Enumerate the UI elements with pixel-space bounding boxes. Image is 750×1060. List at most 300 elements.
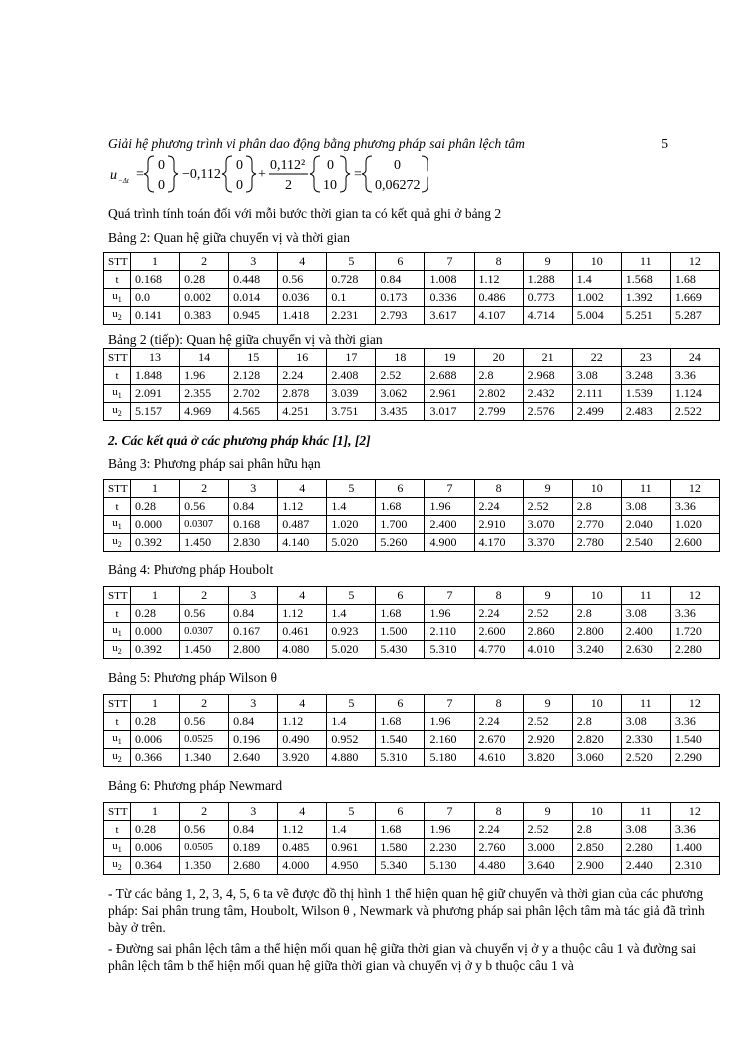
table-cell: 1.418 <box>278 307 327 325</box>
table-cell: 2.920 <box>523 731 572 749</box>
table-cell: 1.68 <box>376 498 425 516</box>
table-row <box>104 623 720 641</box>
header-cell: 5 <box>327 803 376 821</box>
table-cell: 0.461 <box>278 623 327 641</box>
table-cell: 0.392 <box>131 641 180 659</box>
table-cell: 2.310 <box>670 857 719 875</box>
table-cell: 2.793 <box>376 307 425 325</box>
table-cell: 0.000 <box>131 516 180 534</box>
table-cell: 1.12 <box>474 271 523 289</box>
table-cell: 1.568 <box>621 271 670 289</box>
header-label-cell: STT <box>104 695 131 713</box>
header-cell: 5 <box>327 253 376 271</box>
header-cell: 2 <box>180 253 229 271</box>
table-cell: 1.020 <box>327 516 376 534</box>
row-label-cell: t <box>104 821 131 839</box>
header-cell: 18 <box>376 349 425 367</box>
table-cell: 0.000 <box>131 623 180 641</box>
eq-plus: + <box>258 167 266 182</box>
table-cell: 2.355 <box>180 385 229 403</box>
table-cell: 0.28 <box>131 821 180 839</box>
header-cell: 1 <box>131 695 180 713</box>
table-cell: 2.900 <box>572 857 621 875</box>
table-cell: 0.006 <box>131 839 180 857</box>
table-cell: 3.36 <box>670 367 719 385</box>
caption-table2b: Bảng 2 (tiếp): Quan hệ giữa chuyển vị và thời gian <box>108 332 383 347</box>
table-cell: 5.287 <box>670 307 719 325</box>
eq-coef1: −0,112 <box>182 167 221 182</box>
caption-table4: Bảng 4: Phương pháp Houbolt <box>108 562 274 577</box>
row-label-subscript: 1 <box>117 629 122 639</box>
table-cell: 4.010 <box>523 641 572 659</box>
table-cell: 2.576 <box>523 403 572 421</box>
header-cell: 7 <box>425 253 474 271</box>
running-header <box>108 136 668 152</box>
row-label-subscript: 2 <box>117 313 122 323</box>
eq-v1-bottom: 0 <box>158 178 165 193</box>
table-cell: 0.0307 <box>180 516 229 534</box>
table-cell: 2.860 <box>523 623 572 641</box>
eq-frac-num: 0,112² <box>270 158 306 173</box>
table-header-row <box>104 587 720 605</box>
table-cell: 1.12 <box>278 605 327 623</box>
table-cell: 2.820 <box>572 731 621 749</box>
table-cell: 2.520 <box>621 749 670 767</box>
header-cell: 7 <box>425 587 474 605</box>
table-cell: 1.500 <box>376 623 425 641</box>
table-row <box>104 821 720 839</box>
header-label-cell: STT <box>104 803 131 821</box>
table-cell: 5.157 <box>131 403 180 421</box>
header-cell: 11 <box>621 480 670 498</box>
table-cell: 0.189 <box>229 839 278 857</box>
row-label-cell: t <box>104 498 131 516</box>
table-cell: 0.392 <box>131 534 180 552</box>
table-cell: 1.392 <box>621 289 670 307</box>
table-row <box>104 839 720 857</box>
header-cell: 4 <box>278 480 327 498</box>
row-label-cell: $u_2$ <box>104 749 131 767</box>
table-cell: 2.640 <box>229 749 278 767</box>
table-cell: 0.490 <box>278 731 327 749</box>
table-cell: 0.84 <box>229 821 278 839</box>
row-label-subscript: 2 <box>117 409 122 419</box>
eq-equals-2: = <box>354 167 362 182</box>
brace-right-2 <box>246 156 256 192</box>
header-cell: 9 <box>523 587 572 605</box>
table-header-row <box>104 803 720 821</box>
eq-v3-bottom: 10 <box>323 178 337 193</box>
header-cell: 6 <box>376 480 425 498</box>
table-cell: 1.540 <box>376 731 425 749</box>
table-cell: 0.56 <box>180 713 229 731</box>
header-title: Giải hệ phương trình vi phân dao động bằng phương pháp sai phân lệch tâm <box>108 136 525 151</box>
table-cell: 2.040 <box>621 516 670 534</box>
table-cell: 2.24 <box>278 367 327 385</box>
table-cell: 0.84 <box>229 498 278 516</box>
table-cell: 3.08 <box>621 821 670 839</box>
caption-table2: Bảng 2: Quan hệ giữa chuyển vị và thời gian <box>108 230 351 245</box>
table-cell: 0.141 <box>131 307 180 325</box>
table-cell: 3.240 <box>572 641 621 659</box>
table-cell: 0.56 <box>180 605 229 623</box>
header-cell: 8 <box>474 587 523 605</box>
header-cell: 12 <box>670 253 719 271</box>
eq-v2-top: 0 <box>236 158 243 173</box>
table-row <box>104 605 720 623</box>
table-cell: 4.251 <box>278 403 327 421</box>
table-cell: 0.036 <box>278 289 327 307</box>
header-cell: 12 <box>670 695 719 713</box>
table-cell: 1.002 <box>572 289 621 307</box>
header-cell: 13 <box>131 349 180 367</box>
header-cell: 19 <box>425 349 474 367</box>
table-cell: 2.8 <box>474 367 523 385</box>
header-cell: 10 <box>572 587 621 605</box>
caption-table3: Bảng 3: Phương pháp sai phân hữu hạn <box>108 456 321 471</box>
header-cell: 11 <box>621 253 670 271</box>
table-cell: 5.020 <box>327 641 376 659</box>
header-cell: 10 <box>572 695 621 713</box>
eq-lhs-sub: −Δt <box>118 177 129 185</box>
header-cell: 24 <box>670 349 719 367</box>
table-cell: 4.080 <box>278 641 327 659</box>
header-cell: 8 <box>474 803 523 821</box>
table-cell: 5.130 <box>425 857 474 875</box>
table-cell: 1.400 <box>670 839 719 857</box>
table-cell: 1.12 <box>278 713 327 731</box>
table-row <box>104 367 720 385</box>
row-label-subscript: 1 <box>117 737 122 747</box>
row-label-cell: $u_2$ <box>104 857 131 875</box>
table-cell: 2.499 <box>572 403 621 421</box>
table-cell: 4.480 <box>474 857 523 875</box>
table-cell: 0.728 <box>327 271 376 289</box>
table-cell: 0.84 <box>229 713 278 731</box>
table-cell: 2.280 <box>621 839 670 857</box>
table-cell: 0.364 <box>131 857 180 875</box>
table-cell: 0.28 <box>131 498 180 516</box>
table-cell: 4.170 <box>474 534 523 552</box>
row-label-subscript: 1 <box>117 391 122 401</box>
table-cell: 3.062 <box>376 385 425 403</box>
table-cell: 5.180 <box>425 749 474 767</box>
table-cell: 3.435 <box>376 403 425 421</box>
table-cell: 3.000 <box>523 839 572 857</box>
header-label-cell: STT <box>104 480 131 498</box>
table-cell: 0.0505 <box>180 839 229 857</box>
table-cell: 1.539 <box>621 385 670 403</box>
table-cell: 1.450 <box>180 641 229 659</box>
row-label-cell: t <box>104 713 131 731</box>
table-cell: 5.020 <box>327 534 376 552</box>
table-cell: 1.68 <box>376 821 425 839</box>
table-cell: 0.0307 <box>180 623 229 641</box>
table-cell: 2.522 <box>670 403 719 421</box>
table-cell: 2.830 <box>229 534 278 552</box>
header-cell: 1 <box>131 803 180 821</box>
header-cell: 4 <box>278 587 327 605</box>
table-cell: 3.08 <box>572 367 621 385</box>
table-row <box>104 731 720 749</box>
header-cell: 11 <box>621 803 670 821</box>
table-cell: 2.910 <box>474 516 523 534</box>
table-cell: 2.280 <box>670 641 719 659</box>
table-cell: 1.68 <box>376 713 425 731</box>
table-cell: 3.820 <box>523 749 572 767</box>
table-cell: 5.310 <box>376 749 425 767</box>
table-cell: 1.020 <box>670 516 719 534</box>
table-cell: 0.366 <box>131 749 180 767</box>
table-cell: 2.968 <box>523 367 572 385</box>
table-row <box>104 271 720 289</box>
table-cell: 2.440 <box>621 857 670 875</box>
table-cell: 0.84 <box>229 605 278 623</box>
table-cell: 0.168 <box>131 271 180 289</box>
table-3 <box>103 479 720 552</box>
table-cell: 3.060 <box>572 749 621 767</box>
header-cell: 3 <box>229 803 278 821</box>
table-cell: 1.96 <box>180 367 229 385</box>
table-cell: 4.107 <box>474 307 523 325</box>
brace-right-1 <box>168 156 178 192</box>
header-cell: 9 <box>523 695 572 713</box>
header-cell: 7 <box>425 480 474 498</box>
eq-v3-top: 0 <box>327 158 334 173</box>
table-cell: 2.24 <box>474 713 523 731</box>
table-cell: 2.8 <box>572 498 621 516</box>
table-cell: 2.802 <box>474 385 523 403</box>
table-cell: 2.630 <box>621 641 670 659</box>
table-cell: 2.24 <box>474 498 523 516</box>
table-cell: 0.28 <box>131 605 180 623</box>
brace-right-3 <box>340 156 350 192</box>
table-cell: 2.128 <box>229 367 278 385</box>
table-cell: 2.770 <box>572 516 621 534</box>
table-cell: 3.070 <box>523 516 572 534</box>
table-row <box>104 498 720 516</box>
table-cell: 5.340 <box>376 857 425 875</box>
table-cell: 0.961 <box>327 839 376 857</box>
table-cell: 2.850 <box>572 839 621 857</box>
header-cell: 1 <box>131 253 180 271</box>
table-cell: 0.173 <box>376 289 425 307</box>
header-cell: 2 <box>180 587 229 605</box>
table-6 <box>103 802 720 875</box>
table-cell: 1.4 <box>327 713 376 731</box>
row-label-cell: $u_2$ <box>104 534 131 552</box>
row-label-cell: $u_1$ <box>104 731 131 749</box>
table-4 <box>103 586 720 659</box>
section-heading: 2. Các kết quả ở các phương pháp khác [1], [2] <box>108 433 371 448</box>
header-cell: 12 <box>670 480 719 498</box>
row-label-cell: $u_1$ <box>104 385 131 403</box>
table-cell: 0.923 <box>327 623 376 641</box>
header-cell: 3 <box>229 587 278 605</box>
table-cell: 2.688 <box>425 367 474 385</box>
row-label-subscript: 2 <box>117 647 122 657</box>
header-cell: 6 <box>376 803 425 821</box>
table-cell: 1.4 <box>327 605 376 623</box>
table-cell: 5.310 <box>425 641 474 659</box>
paragraph-1: - Từ các bảng 1, 2, 3, 4, 5, 6 ta vẽ được đồ thị hình 1 thể hiện quan hệ giữ chuyển và thời gian của các phương pháp: Sai phân trung tâm, Houbolt, Wilson θ , Newmark và phương pháp sai phân lệch tâm mà tác giả đã trình bày ở trên. <box>108 886 705 935</box>
table-cell: 2.290 <box>670 749 719 767</box>
row-label-cell: t <box>104 605 131 623</box>
table-cell: 5.430 <box>376 641 425 659</box>
brace-left-4 <box>362 156 372 192</box>
eq-res-bottom: 0,06272 <box>375 178 421 193</box>
table-cell: 3.36 <box>670 498 719 516</box>
header-cell: 12 <box>670 803 719 821</box>
row-label-subscript: 1 <box>117 522 122 532</box>
header-cell: 2 <box>180 803 229 821</box>
header-cell: 22 <box>572 349 621 367</box>
table-cell: 1.848 <box>131 367 180 385</box>
table-cell: 1.700 <box>376 516 425 534</box>
table-cell: 0.448 <box>229 271 278 289</box>
table-cell: 2.680 <box>229 857 278 875</box>
table-cell: 1.720 <box>670 623 719 641</box>
header-cell: 20 <box>474 349 523 367</box>
header-cell: 21 <box>523 349 572 367</box>
header-cell: 5 <box>327 480 376 498</box>
table-cell: 2.780 <box>572 534 621 552</box>
row-label-cell: $u_1$ <box>104 623 131 641</box>
header-cell: 6 <box>376 587 425 605</box>
table-cell: 0.56 <box>180 498 229 516</box>
header-cell: 7 <box>425 695 474 713</box>
table-cell: 3.920 <box>278 749 327 767</box>
table-header-row <box>104 695 720 713</box>
table-row <box>104 307 720 325</box>
paragraph-2: - Đường sai phân lệch tâm a thể hiện mối quan hệ giữa thời gian và chuyển vị ở y a thuộc câu 1 và đường sai phân lệch tâm b thể hiện mối quan hệ giữa thời gian và chuyển vị ở y b thuộc câu 1 và <box>108 941 697 973</box>
table-cell: 2.330 <box>621 731 670 749</box>
table-cell: 2.799 <box>474 403 523 421</box>
header-label-cell: STT <box>104 587 131 605</box>
table-cell: 3.640 <box>523 857 572 875</box>
table-cell: 0.485 <box>278 839 327 857</box>
eq-v1-top: 0 <box>158 158 165 173</box>
caption-table5: Bảng 5: Phương pháp Wilson θ <box>108 670 278 685</box>
table-cell: 2.52 <box>523 821 572 839</box>
table-cell: 2.961 <box>425 385 474 403</box>
table-cell: 2.800 <box>229 641 278 659</box>
eq-lhs: u <box>110 168 117 183</box>
table-cell: 2.400 <box>621 623 670 641</box>
table-row <box>104 857 720 875</box>
table-cell: 1.96 <box>425 821 474 839</box>
table-cell: 0.487 <box>278 516 327 534</box>
table-cell: 3.36 <box>670 713 719 731</box>
table-cell: 5.251 <box>621 307 670 325</box>
table-cell: 2.091 <box>131 385 180 403</box>
header-cell: 6 <box>376 695 425 713</box>
table-cell: 0.0 <box>131 289 180 307</box>
table-row <box>104 516 720 534</box>
table-cell: 2.760 <box>474 839 523 857</box>
header-cell: 5 <box>327 587 376 605</box>
table-cell: 2.600 <box>670 534 719 552</box>
table-cell: 0.945 <box>229 307 278 325</box>
table-cell: 3.039 <box>327 385 376 403</box>
table-cell: 3.08 <box>621 498 670 516</box>
table-cell: 2.8 <box>572 605 621 623</box>
header-label-cell: STT <box>104 349 131 367</box>
table-cell: 1.68 <box>376 605 425 623</box>
header-cell: 1 <box>131 480 180 498</box>
header-cell: 4 <box>278 695 327 713</box>
header-cell: 8 <box>474 253 523 271</box>
row-label-subscript: 1 <box>117 845 122 855</box>
brace-right-4 <box>422 156 428 192</box>
table-cell: 5.004 <box>572 307 621 325</box>
table-row <box>104 289 720 307</box>
header-cell: 2 <box>180 695 229 713</box>
table-cell: 2.160 <box>425 731 474 749</box>
table-cell: 2.878 <box>278 385 327 403</box>
eq-frac-den: 2 <box>285 178 292 193</box>
header-cell: 9 <box>523 480 572 498</box>
table-cell: 0.486 <box>474 289 523 307</box>
table-cell: 1.96 <box>425 605 474 623</box>
table-cell: 2.52 <box>523 498 572 516</box>
table-cell: 0.773 <box>523 289 572 307</box>
table-cell: 1.96 <box>425 498 474 516</box>
table-cell: 3.36 <box>670 821 719 839</box>
table-row <box>104 713 720 731</box>
table-cell: 2.8 <box>572 713 621 731</box>
eq-v2-bottom: 0 <box>236 178 243 193</box>
table-cell: 4.714 <box>523 307 572 325</box>
brace-left-2 <box>222 156 232 192</box>
table-2 <box>103 252 720 325</box>
table-cell: 1.4 <box>572 271 621 289</box>
table-cell: 3.248 <box>621 367 670 385</box>
table-cell: 0.0525 <box>180 731 229 749</box>
table-cell: 0.006 <box>131 731 180 749</box>
intro-text: Quá trình tính toán đối với mỗi bước thời gian ta có kết quả ghi ở bảng 2 <box>108 206 502 221</box>
table-cell: 2.52 <box>523 605 572 623</box>
table-cell: 2.52 <box>376 367 425 385</box>
header-cell: 3 <box>229 253 278 271</box>
table-cell: 2.432 <box>523 385 572 403</box>
header-cell: 11 <box>621 695 670 713</box>
row-label-cell: $u_1$ <box>104 289 131 307</box>
table-cell: 2.702 <box>229 385 278 403</box>
table-cell: 2.52 <box>523 713 572 731</box>
header-cell: 8 <box>474 695 523 713</box>
table-cell: 1.580 <box>376 839 425 857</box>
table-cell: 4.950 <box>327 857 376 875</box>
header-cell: 4 <box>278 803 327 821</box>
table-cell: 3.617 <box>425 307 474 325</box>
eq-equals-1: = <box>136 167 144 182</box>
header-cell: 10 <box>572 253 621 271</box>
table-cell: 2.111 <box>572 385 621 403</box>
table-cell: 3.08 <box>621 605 670 623</box>
table-cell: 0.56 <box>278 271 327 289</box>
row-label-subscript: 2 <box>117 755 122 765</box>
displacement-equation <box>108 152 428 196</box>
caption-table6: Bảng 6: Phương pháp Newmard <box>108 778 283 793</box>
table-cell: 4.770 <box>474 641 523 659</box>
table-cell: 2.8 <box>572 821 621 839</box>
table-cell: 3.751 <box>327 403 376 421</box>
table-row <box>104 534 720 552</box>
header-cell: 11 <box>621 587 670 605</box>
table-cell: 1.96 <box>425 713 474 731</box>
table-cell: 1.12 <box>278 498 327 516</box>
